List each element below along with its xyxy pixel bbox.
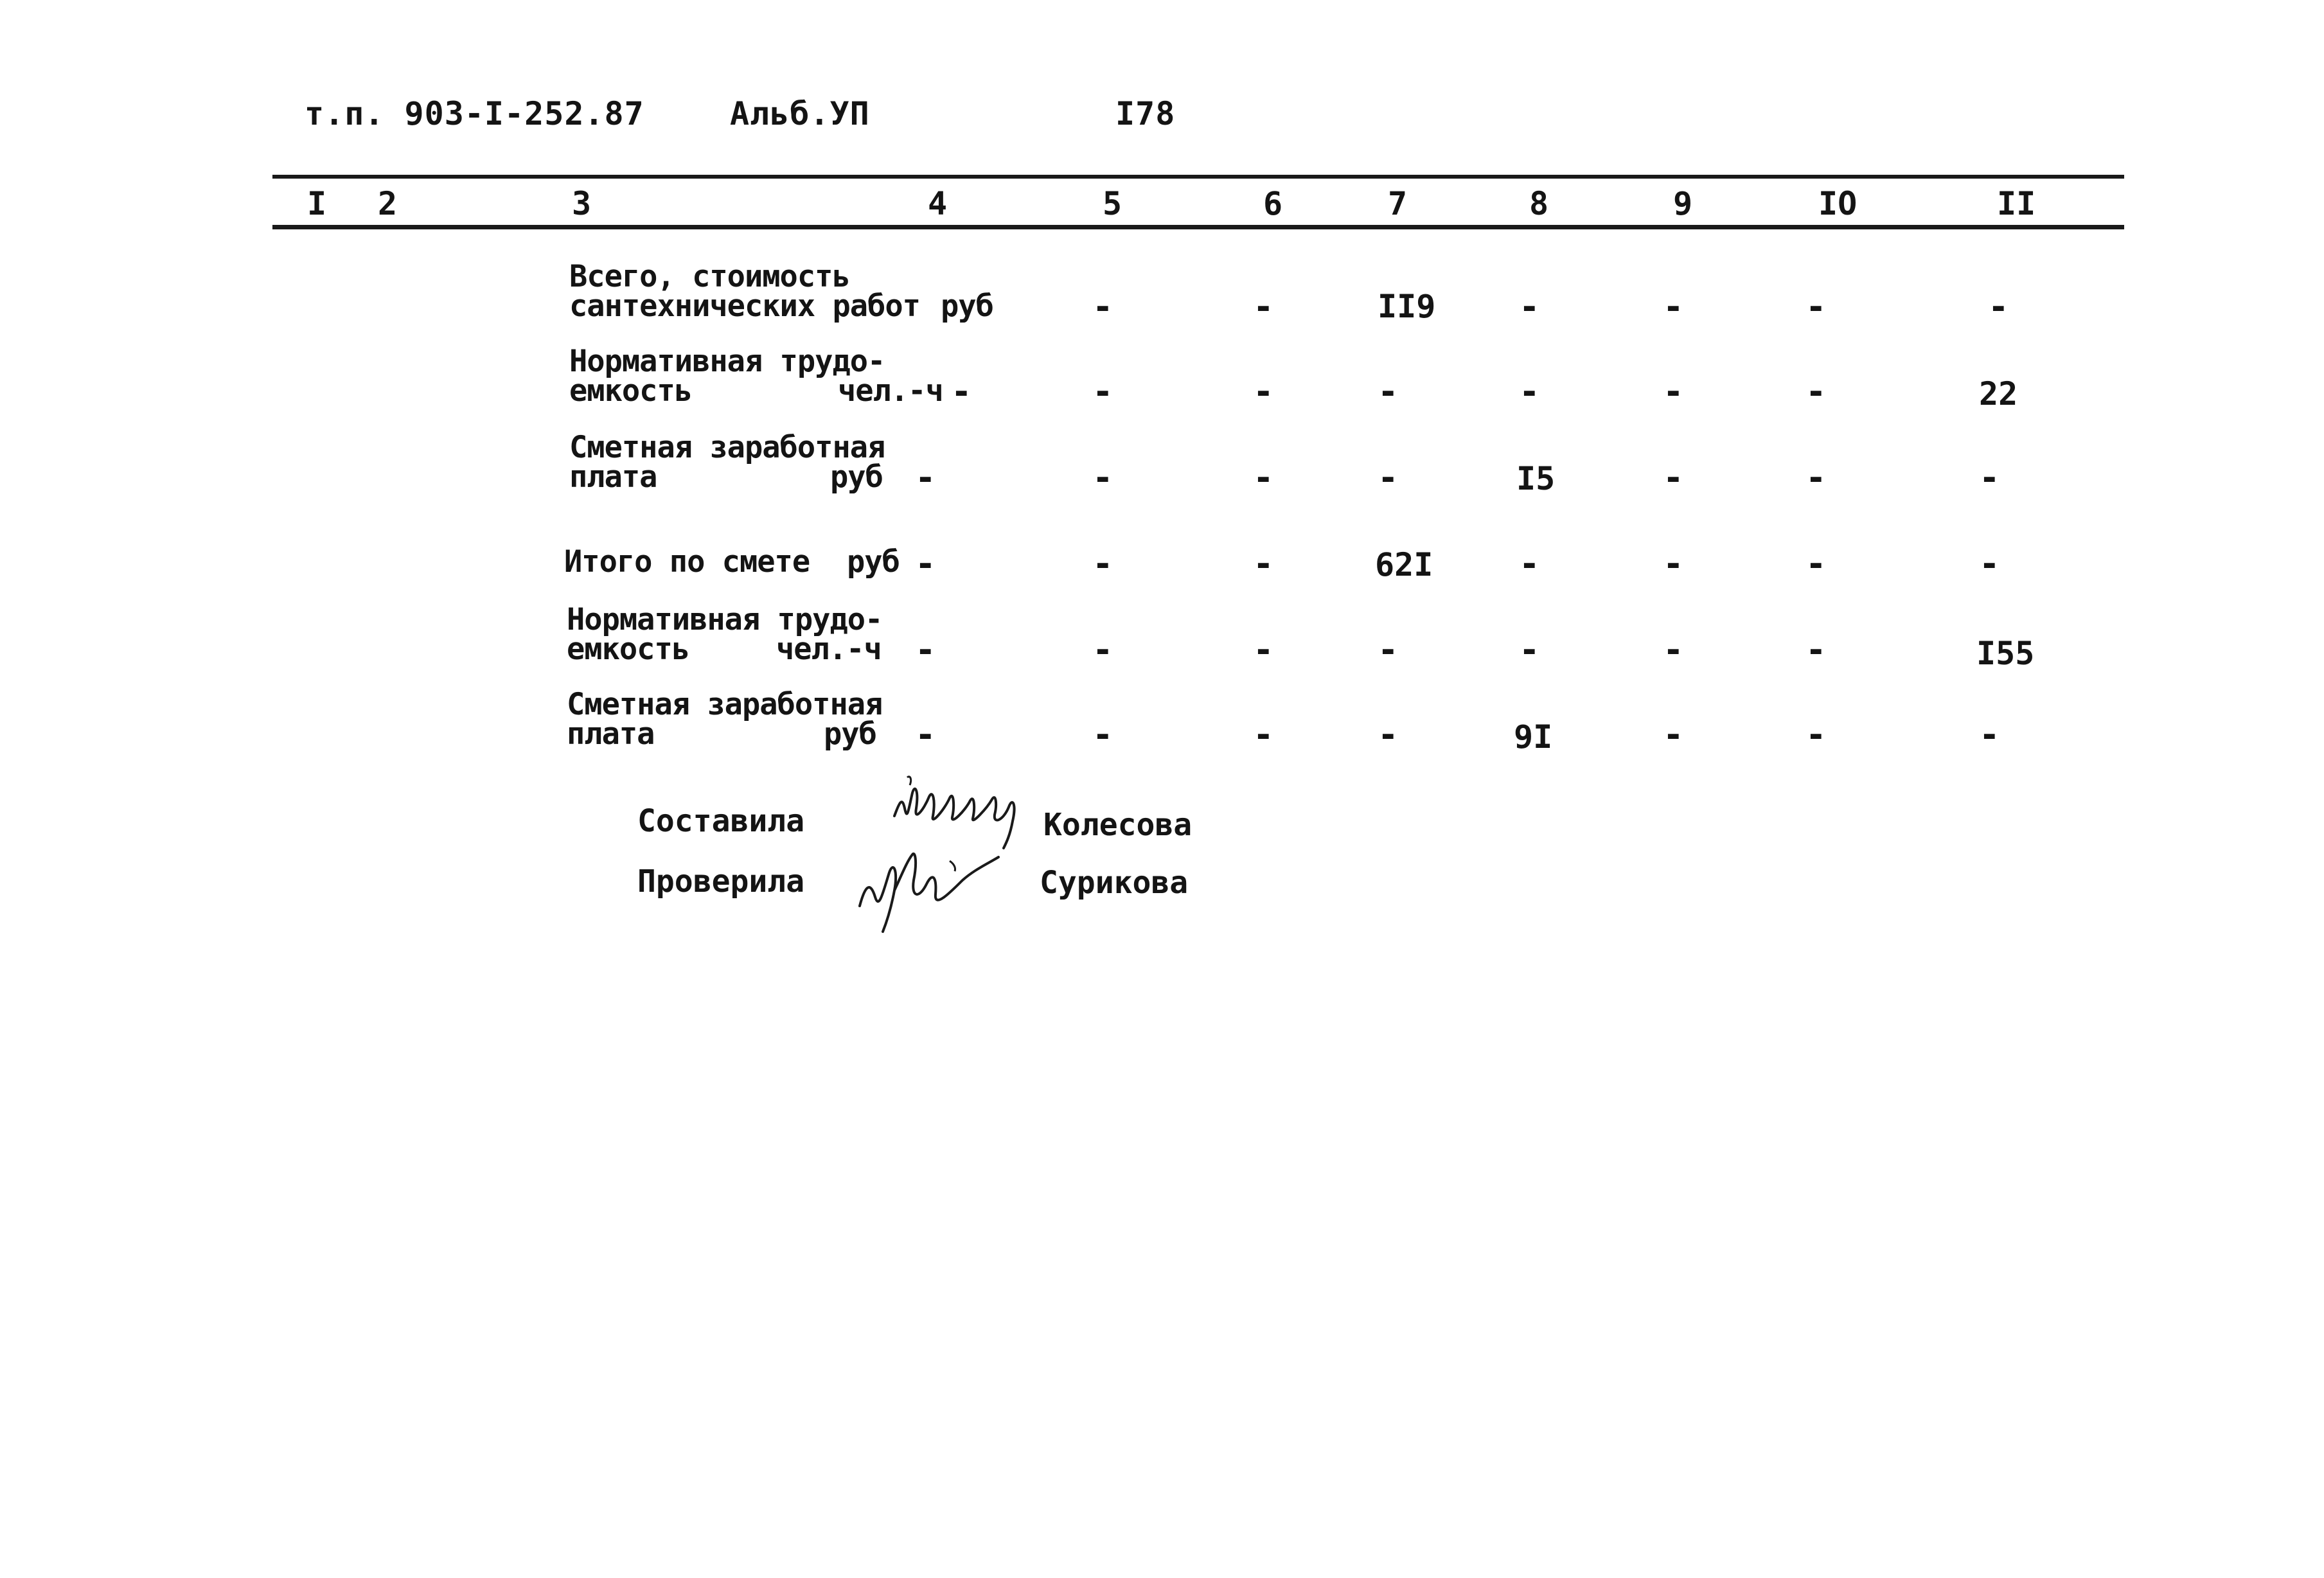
cell-col4: -: [915, 544, 936, 584]
row-unit: чел.-ч: [776, 632, 882, 667]
checked-signature: [853, 835, 1033, 938]
cell-col6: -: [1253, 714, 1274, 755]
column-header: 9: [1673, 185, 1693, 222]
row-label-line2: емкость: [569, 373, 693, 409]
cell-col4: -: [915, 630, 936, 670]
cell-col10: -: [1805, 287, 1827, 327]
column-header: II: [1997, 185, 2036, 222]
cell-col7: 62I: [1375, 546, 1433, 583]
table-header-rule: [272, 225, 2124, 229]
cell-col6: -: [1253, 630, 1274, 670]
row-label-line2: сантехнических работ: [569, 288, 920, 324]
cell-col5: -: [1092, 287, 1113, 327]
page-number: I78: [1115, 95, 1176, 132]
cell-col10: -: [1805, 457, 1827, 498]
cell-col8: -: [1519, 544, 1540, 584]
checked-by-name: Сурикова: [1040, 865, 1189, 901]
cell-col11: -: [1979, 457, 2000, 498]
cell-col10: -: [1805, 714, 1827, 755]
cell-col5: -: [1092, 714, 1113, 755]
row-label-line1: Сметная заработная: [567, 687, 883, 722]
row-unit: руб: [824, 716, 876, 752]
cell-col8: I5: [1516, 460, 1556, 497]
document-code: т.п. 903-I-252.87: [305, 95, 644, 132]
column-header: 4: [928, 185, 948, 222]
checked-by-label: Проверила: [637, 864, 805, 900]
cell-col4: -: [951, 371, 972, 412]
cell-col5: -: [1092, 630, 1113, 670]
column-header: IO: [1818, 185, 1858, 222]
cell-col7: -: [1378, 714, 1399, 755]
row-unit: чел.-ч: [838, 373, 943, 409]
cell-col5: -: [1092, 544, 1113, 584]
row-label-line2: плата: [567, 716, 655, 752]
row-label: [564, 544, 900, 580]
compiled-by-label: Составила: [637, 803, 805, 839]
cell-col9: -: [1663, 371, 1684, 412]
column-header: 7: [1388, 185, 1408, 222]
row-label: [569, 430, 885, 495]
cell-col10: -: [1805, 544, 1827, 584]
cell-col6: -: [1253, 371, 1274, 412]
cell-col9: -: [1663, 544, 1684, 584]
row-label: [569, 259, 993, 324]
column-header: 2: [378, 185, 398, 222]
row-label-line2: емкость: [567, 632, 690, 667]
cell-col8: 9I: [1514, 718, 1553, 756]
column-header: 6: [1263, 185, 1283, 222]
cell-col11: -: [1979, 714, 2000, 755]
cell-col7: -: [1378, 371, 1399, 412]
cell-col7: II9: [1378, 288, 1436, 325]
cell-col9: -: [1663, 714, 1684, 755]
cell-col10: -: [1805, 371, 1827, 412]
row-label-line2: плата: [569, 459, 657, 495]
row-label: [569, 344, 943, 409]
cell-col11: 22: [1979, 375, 2018, 412]
cell-col5: -: [1092, 457, 1113, 498]
album-number: Альб.УП: [730, 95, 870, 132]
row-label-line1: Нормативная трудо-: [569, 344, 885, 379]
cell-col7: -: [1378, 630, 1399, 670]
row-unit: руб: [941, 288, 993, 324]
cell-col7: -: [1378, 457, 1399, 498]
cell-col4: -: [915, 457, 936, 498]
row-label-line1: Сметная заработная: [569, 430, 885, 465]
column-header: 8: [1529, 185, 1549, 222]
table-top-rule: [272, 175, 2124, 179]
cell-col4: -: [915, 714, 936, 755]
cell-col9: -: [1663, 630, 1684, 670]
cell-col11: I55: [1976, 635, 2035, 672]
cell-col8: -: [1519, 371, 1540, 412]
row-label: [567, 687, 883, 752]
row-label-line1: Нормативная трудо-: [567, 602, 883, 637]
column-header: 3: [572, 185, 592, 222]
row-unit: руб: [847, 544, 900, 580]
cell-col9: -: [1663, 457, 1684, 498]
cell-col9: -: [1663, 287, 1684, 327]
cell-col6: -: [1253, 287, 1274, 327]
row-unit: руб: [830, 459, 883, 495]
cell-col8: -: [1519, 630, 1540, 670]
cell-col11: -: [1988, 287, 2009, 327]
cell-col11: -: [1979, 544, 2000, 584]
row-label-line1: Всего, стоимость: [569, 259, 850, 294]
cell-col8: -: [1519, 287, 1540, 327]
cell-col10: -: [1805, 630, 1827, 670]
compiled-by-name: Колесова: [1043, 807, 1193, 843]
cell-col5: -: [1092, 371, 1113, 412]
cell-col6: -: [1253, 457, 1274, 498]
row-label-line1: Итого по смете: [564, 544, 810, 580]
cell-col6: -: [1253, 544, 1274, 584]
column-header: I: [307, 185, 327, 222]
column-header: 5: [1103, 185, 1122, 222]
row-label: [567, 602, 883, 667]
